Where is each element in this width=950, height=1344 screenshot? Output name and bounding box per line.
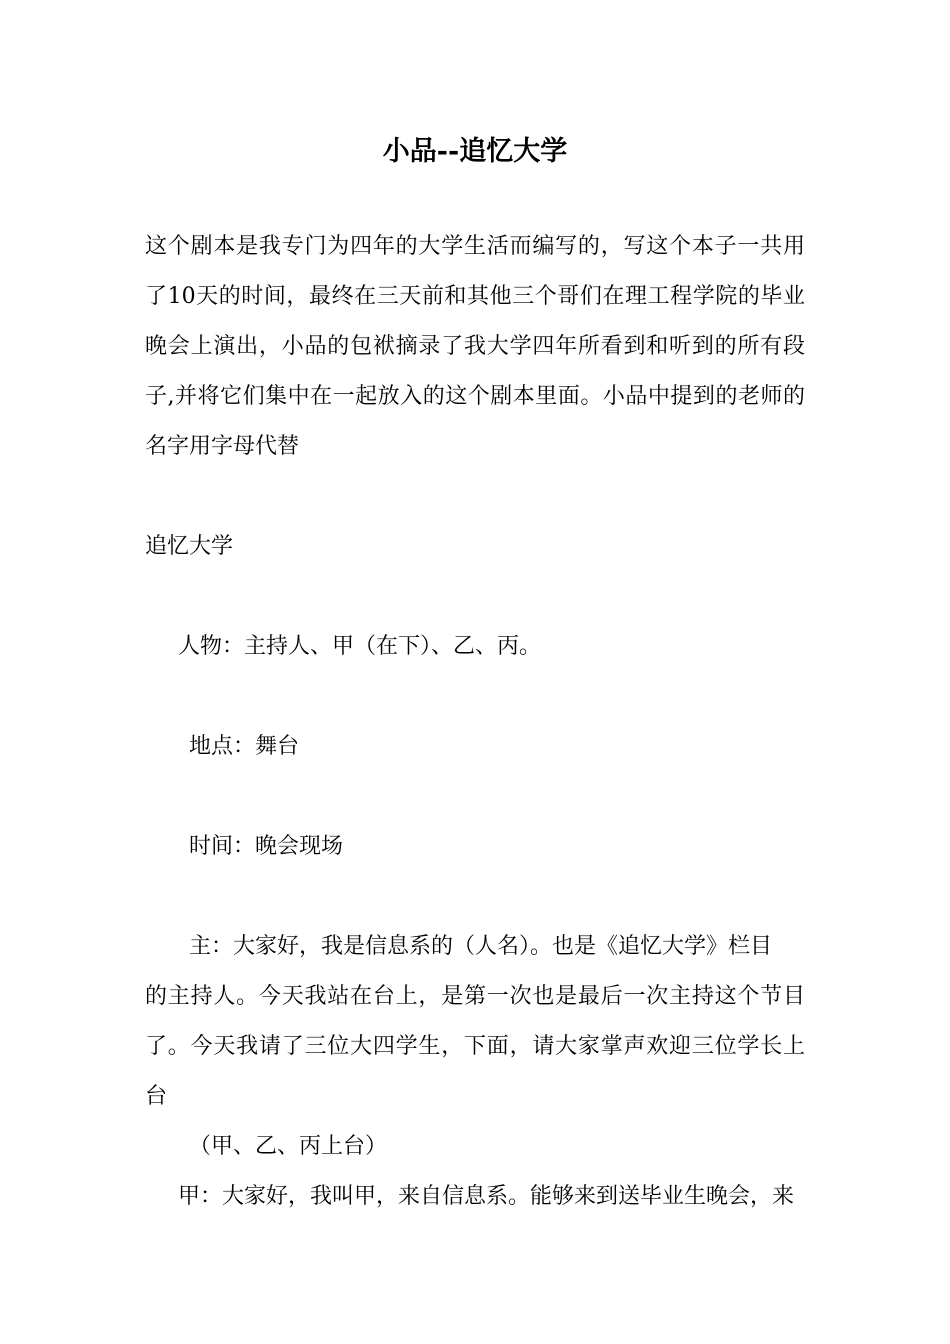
stage-direction: （甲、乙、丙上台）	[189, 1134, 388, 1159]
host-line-1: 主：大家好，我是信息系的（人名）。也是《追忆大学》栏目	[189, 934, 773, 959]
host-line-4: 台	[145, 1084, 168, 1109]
place-line: 地点：舞台	[189, 734, 300, 759]
time-line: 时间：晚会现场	[189, 834, 344, 859]
section-title: 追忆大学	[145, 534, 234, 559]
document-title: 小品--追忆大学	[382, 136, 568, 167]
host-line-3: 了。今天我请了三位大四学生，下面，请大家掌声欢迎三位学长上	[145, 1034, 805, 1059]
intro-line-2: 了10天的时间，最终在三天前和其他三个哥们在理工程学院的毕业	[145, 284, 805, 309]
intro-line-5: 名字用字母代替	[145, 434, 300, 459]
host-line-2: 的主持人。今天我站在台上，是第一次也是最后一次主持这个节目	[145, 984, 805, 1009]
jia-line: 甲：大家好，我叫甲，来自信息系。能够来到送毕业生晚会，来	[178, 1184, 795, 1209]
intro-line-4: 子,并将它们集中在一起放入的这个剧本里面。小品中提到的老师的	[145, 384, 805, 409]
characters-line: 人物：主持人、甲（在下）、乙、丙。	[178, 634, 542, 659]
intro-line-3: 晚会上演出，小品的包袱摘录了我大学四年所看到和听到的所有段	[145, 334, 805, 359]
intro-line-1: 这个剧本是我专门为四年的大学生活而编写的，写这个本子一共用	[145, 234, 805, 259]
